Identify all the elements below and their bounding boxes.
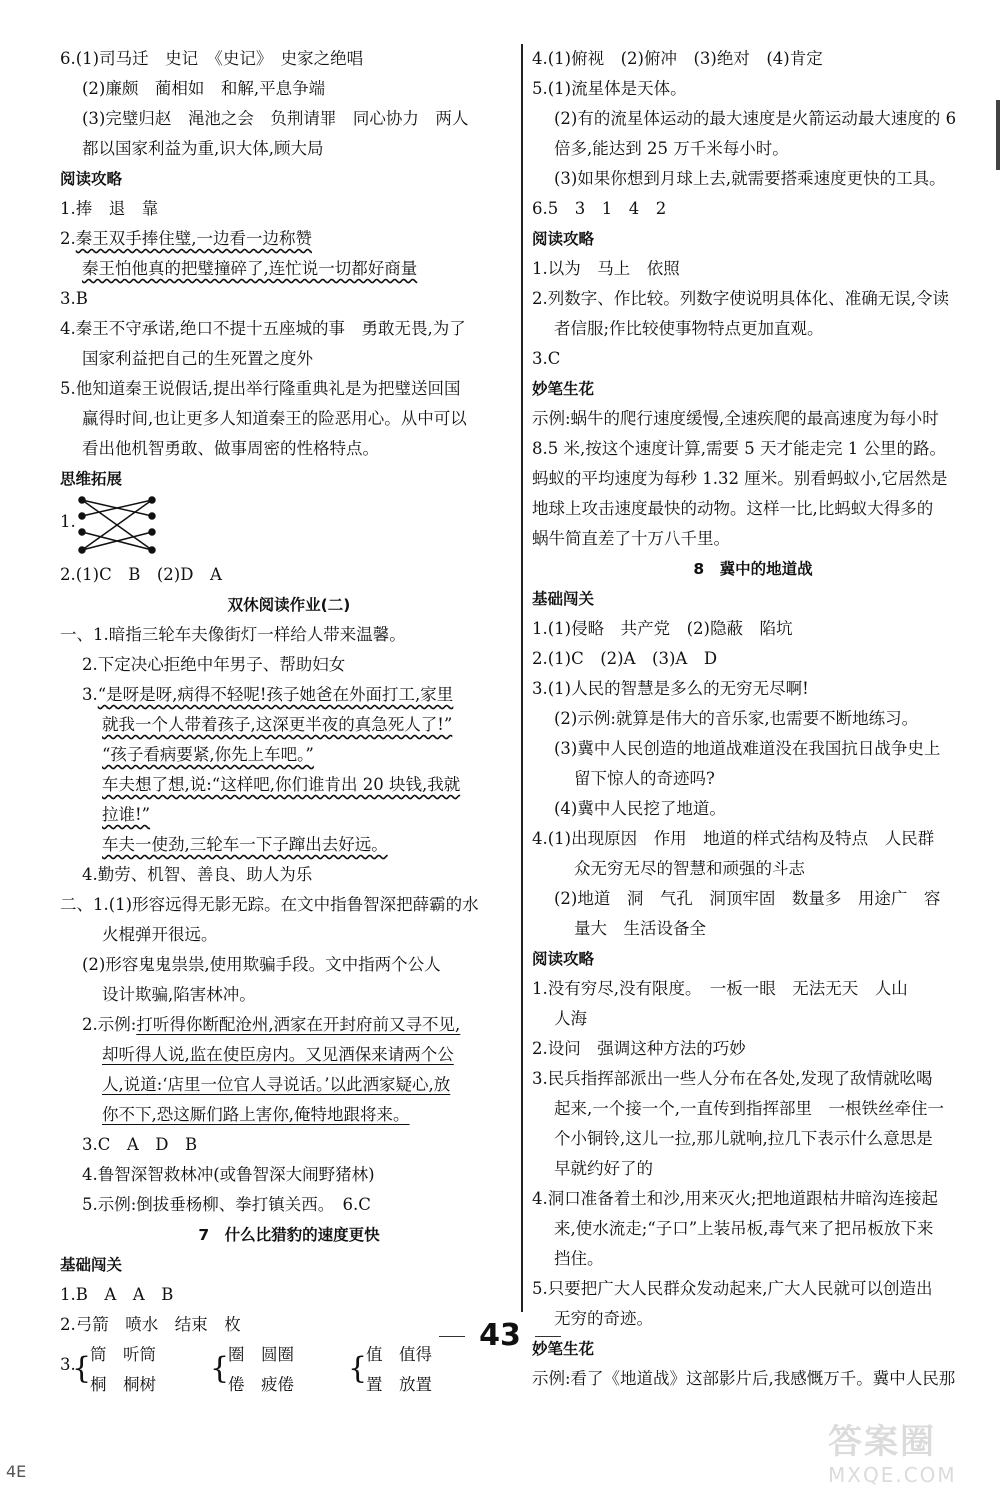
- section-heading: 基础闯关: [60, 1256, 123, 1274]
- answer-line: 3.民兵指挥部派出一些人分布在各处,发现了敌情就吆喝: [532, 1069, 933, 1088]
- answer-line: 量大 生活设备全: [574, 919, 706, 938]
- answer-line: 1.没有穷尽,没有限度。 一板一眼 无法无天 人山: [532, 979, 908, 998]
- page-number: [0, 1318, 1000, 1353]
- question-number: 2.: [60, 229, 76, 248]
- question-number: 2.示例:: [82, 1015, 137, 1034]
- answer-line: 起来,一个接一个,一直传到指挥部里 一根铁丝牵住一: [554, 1099, 944, 1118]
- page-number-dash: [535, 1336, 561, 1337]
- answer-line: 4.勤劳、机智、善良、助人为乐: [82, 865, 313, 884]
- char-pair: 值 值得: [366, 1345, 432, 1364]
- question-number: 3.: [82, 685, 98, 704]
- question-number: 3.: [60, 1355, 76, 1374]
- answer-line: 3.B: [60, 289, 88, 308]
- answer-line: 2.设问 强调这种方法的巧妙: [532, 1039, 746, 1058]
- section-heading: 8 冀中的地道战: [693, 560, 813, 578]
- answer-line: 5.只要把广大人民群众发动起来,广大人民就可以创造出: [532, 1279, 933, 1298]
- example-line: 示例:看了《地道战》这部影片后,我感慨万千。冀中人民那: [532, 1369, 956, 1388]
- answer-line: 6.(1)司马迁 史记 《史记》 史家之绝唱: [60, 49, 364, 68]
- answer-line: 设计欺骗,陷害林冲。: [102, 985, 256, 1004]
- brace-icon: {: [210, 1351, 230, 1386]
- answer-line: 都以国家利益为重,识大体,顾大局: [82, 139, 324, 158]
- underlined-sentence: 你不下,恐这厮们路上害你,俺特地跟将来。: [102, 1105, 410, 1124]
- answer-line: 4.(1)俯视 (2)俯冲 (3)绝对 (4)肯定: [532, 49, 823, 68]
- brace-icon: {: [348, 1351, 368, 1386]
- section-heading: 阅读攻略: [532, 230, 595, 248]
- answer-line: 1.B A A B: [60, 1285, 174, 1304]
- answer-line: [60, 224, 518, 254]
- char-pair: 圈 圆圈: [228, 1345, 294, 1364]
- section-heading: 思维拓展: [60, 470, 123, 488]
- underlined-sentence: “是呀是呀,病得不轻呢!孩子她爸在外面打工,家里: [97, 685, 454, 704]
- answer-line: (2)示例:就算是伟大的音乐家,也需要不断地练习。: [554, 709, 919, 728]
- answer-line: [60, 770, 518, 800]
- section-heading: 妙笔生花: [532, 380, 595, 398]
- section-heading: 妙笔生花: [532, 1340, 595, 1358]
- answer-line: 2.弓箭 喷水 结束 枚: [60, 1315, 241, 1334]
- answer-line: 3.C A D B: [82, 1135, 198, 1154]
- underlined-sentence: 打听得你断配沧州,洒家在开封府前又寻不见,: [136, 1015, 461, 1034]
- answer-line: 3.(1)人民的智慧是多么的无穷无尽啊!: [532, 679, 809, 698]
- brace-icon: {: [72, 1351, 92, 1386]
- question-number: 1.: [60, 512, 76, 531]
- answer-line: 一、1.暗指三轮车夫像街灯一样给人带来温馨。: [60, 625, 406, 644]
- answer-line: (3)完璧归赵 渑池之会 负荆请罪 同心协力 两人: [82, 109, 469, 128]
- underlined-sentence: 就我一个人带着孩子,这深更半夜的真急死人了!”: [102, 715, 453, 734]
- answer-line: (2)地道 洞 气孔 洞顶牢固 数量多 用途广 容: [554, 889, 941, 908]
- answer-line: [60, 254, 518, 284]
- watermark-logo: [828, 1414, 978, 1487]
- answer-line: 个小铜铃,这儿一拉,那儿就响,拉几下表示什么意思是: [554, 1129, 933, 1148]
- column-divider: [521, 44, 523, 1312]
- answer-line: [60, 710, 518, 740]
- answer-line: 1.以为 马上 依照: [532, 259, 680, 278]
- answer-line: 5.(1)流星体是天体。: [532, 79, 687, 98]
- right-column: [532, 44, 974, 1394]
- section-heading: 双休阅读作业(二): [227, 596, 351, 614]
- answer-line: 赢得时间,也让更多人知道秦王的险恶用心。从中可以: [82, 409, 467, 428]
- answer-line: 2.(1)C B (2)D A: [60, 565, 222, 584]
- answer-line: 早就约好了的: [554, 1159, 653, 1178]
- answer-line: [60, 1070, 518, 1100]
- answer-line: 4.洞口准备着土和沙,用来灭火;把地道跟枯井暗沟连接起: [532, 1189, 939, 1208]
- answer-line: [60, 680, 518, 710]
- answer-line: 众无穷无尽的智慧和顽强的斗志: [574, 859, 805, 878]
- watermark-url: MXQE.COM: [828, 1463, 957, 1487]
- underlined-sentence: 车夫想了想,说:“这样吧,你们谁肯出 20 块钱,我就: [102, 775, 461, 794]
- answer-line: [60, 1100, 518, 1130]
- answer-line: (3)冀中人民创造的地道战难道没在我国抗日战争史上: [554, 739, 941, 758]
- answer-line: 2.列数字、作比较。列数字使说明具体化、准确无误,令读: [532, 289, 949, 308]
- answer-line: 二、1.(1)形容远得无影无踪。在文中指鲁智深把薛霸的水: [60, 895, 479, 914]
- underlined-sentence: 人,说道:‘店里一位官人寻说话。’以此洒家疑心,放: [102, 1075, 451, 1094]
- underlined-sentence: 车夫一使劲,三轮车一下子蹿出去好远。: [102, 835, 388, 854]
- answer-line: 来,使水流走;“子口”上装吊板,毒气来了把吊板放下来: [554, 1219, 934, 1238]
- answer-line: 4.鲁智深智救林冲(或鲁智深大闹野猪林): [82, 1165, 375, 1184]
- answer-line: [60, 800, 518, 830]
- answer-line: (4)冀中人民挖了地道。: [554, 799, 726, 818]
- answer-line: 2.下定决心拒绝中年男子、帮助妇女: [82, 655, 346, 674]
- page-number-dash: [439, 1336, 465, 1337]
- matching-diagram: [60, 494, 518, 560]
- answer-line: [60, 740, 518, 770]
- answer-line: [60, 1010, 518, 1040]
- underlined-sentence: 却听得人说,监在使臣房内。又见酒保来请两个公: [102, 1045, 454, 1064]
- answer-line: 6.5 3 1 4 2: [532, 199, 667, 218]
- answer-line: (2)形容鬼鬼祟祟,使用欺骗手段。文中指两个公人: [82, 955, 441, 974]
- underlined-sentence: 秦王怕他真的把璧撞碎了,连忙说一切都好商量: [82, 259, 418, 278]
- answer-line: 5.示例:倒拔垂杨柳、拳打镇关西。 6.C: [82, 1195, 371, 1214]
- answer-line: 3.C: [532, 349, 561, 368]
- answer-line: 看出他机智勇敢、做事周密的性格特点。: [82, 439, 379, 458]
- underlined-sentence: “孩子看病要紧,你先上车吧。”: [102, 745, 314, 764]
- answer-line: 5.他知道秦王说假话,提出举行隆重典礼是为把璧送回国: [60, 379, 461, 398]
- watermark-title: 答案圈: [828, 1422, 936, 1462]
- underlined-sentence: 拉谁!”: [102, 805, 151, 824]
- answer-line: (2)廉颇 蔺相如 和解,平息争端: [82, 79, 326, 98]
- answer-line: 1.捧 退 靠: [60, 199, 159, 218]
- answer-line: 2.(1)C (2)A (3)A D: [532, 649, 718, 668]
- answer-line: 者信服;作比较使事物特点更加直观。: [554, 319, 824, 338]
- page-number-text: 43: [479, 1318, 521, 1353]
- answer-line: (3)如果你想到月球上去,就需要搭乘速度更快的工具。: [554, 169, 946, 188]
- example-line: 8.5 米,按这个速度计算,需要 5 天才能走完 1 公里的路。: [532, 439, 946, 458]
- answer-line: 无穷的奇迹。: [554, 1309, 653, 1328]
- corner-mark: 4E: [6, 1462, 27, 1481]
- answer-line: 4.(1)出现原因 作用 地道的样式结构及特点 人民群: [532, 829, 935, 848]
- answer-line: 1.(1)侵略 共产党 (2)隐蔽 陷坑: [532, 619, 793, 638]
- answer-line: 4.秦王不守承诺,绝口不提十五座城的事 勇敢无畏,为了: [60, 319, 466, 338]
- section-heading: 阅读攻略: [532, 950, 595, 968]
- section-heading: 基础闯关: [532, 590, 595, 608]
- answer-line: 国家利益把自己的生死置之度外: [82, 349, 313, 368]
- answer-line: 火棍弹开很远。: [102, 925, 218, 944]
- answer-line: (2)有的流星体运动的最大速度是火箭运动最大速度的 6: [554, 109, 957, 128]
- char-pair: 倦 疲倦: [228, 1375, 294, 1394]
- char-pair: 桐 桐树: [90, 1375, 156, 1394]
- answer-line: [60, 1040, 518, 1070]
- answer-line: 留下惊人的奇迹吗?: [574, 769, 715, 788]
- answer-line: 人海: [554, 1009, 587, 1028]
- example-line: 蜗牛简直差了十万八千里。: [532, 529, 730, 548]
- example-line: 蚂蚁的平均速度为每秒 1.32 厘米。别看蚂蚁小,它居然是: [532, 469, 948, 488]
- example-line: 地球上攻击速度最快的动物。这样一比,比蚂蚁大得多的: [532, 499, 934, 518]
- section-heading: 阅读攻略: [60, 170, 123, 188]
- answer-line: [60, 830, 518, 860]
- answer-line: 挡住。: [554, 1249, 604, 1268]
- section-heading: 7 什么比猎豹的速度更快: [198, 1226, 380, 1244]
- example-line: 示例:蜗牛的爬行速度缓慢,全速疾爬的最高速度为每小时: [532, 409, 939, 428]
- cross-match-lines: [78, 494, 158, 560]
- char-pair: 筒 听筒: [90, 1345, 156, 1364]
- char-pair: 置 放置: [366, 1375, 432, 1394]
- left-column: [60, 44, 518, 1400]
- underlined-sentence: 秦王双手捧住璧,一边看一边称赞: [75, 229, 312, 248]
- page-edge-mark: [996, 100, 1000, 170]
- answer-line: 倍多,能达到 25 万千米每小时。: [554, 139, 789, 158]
